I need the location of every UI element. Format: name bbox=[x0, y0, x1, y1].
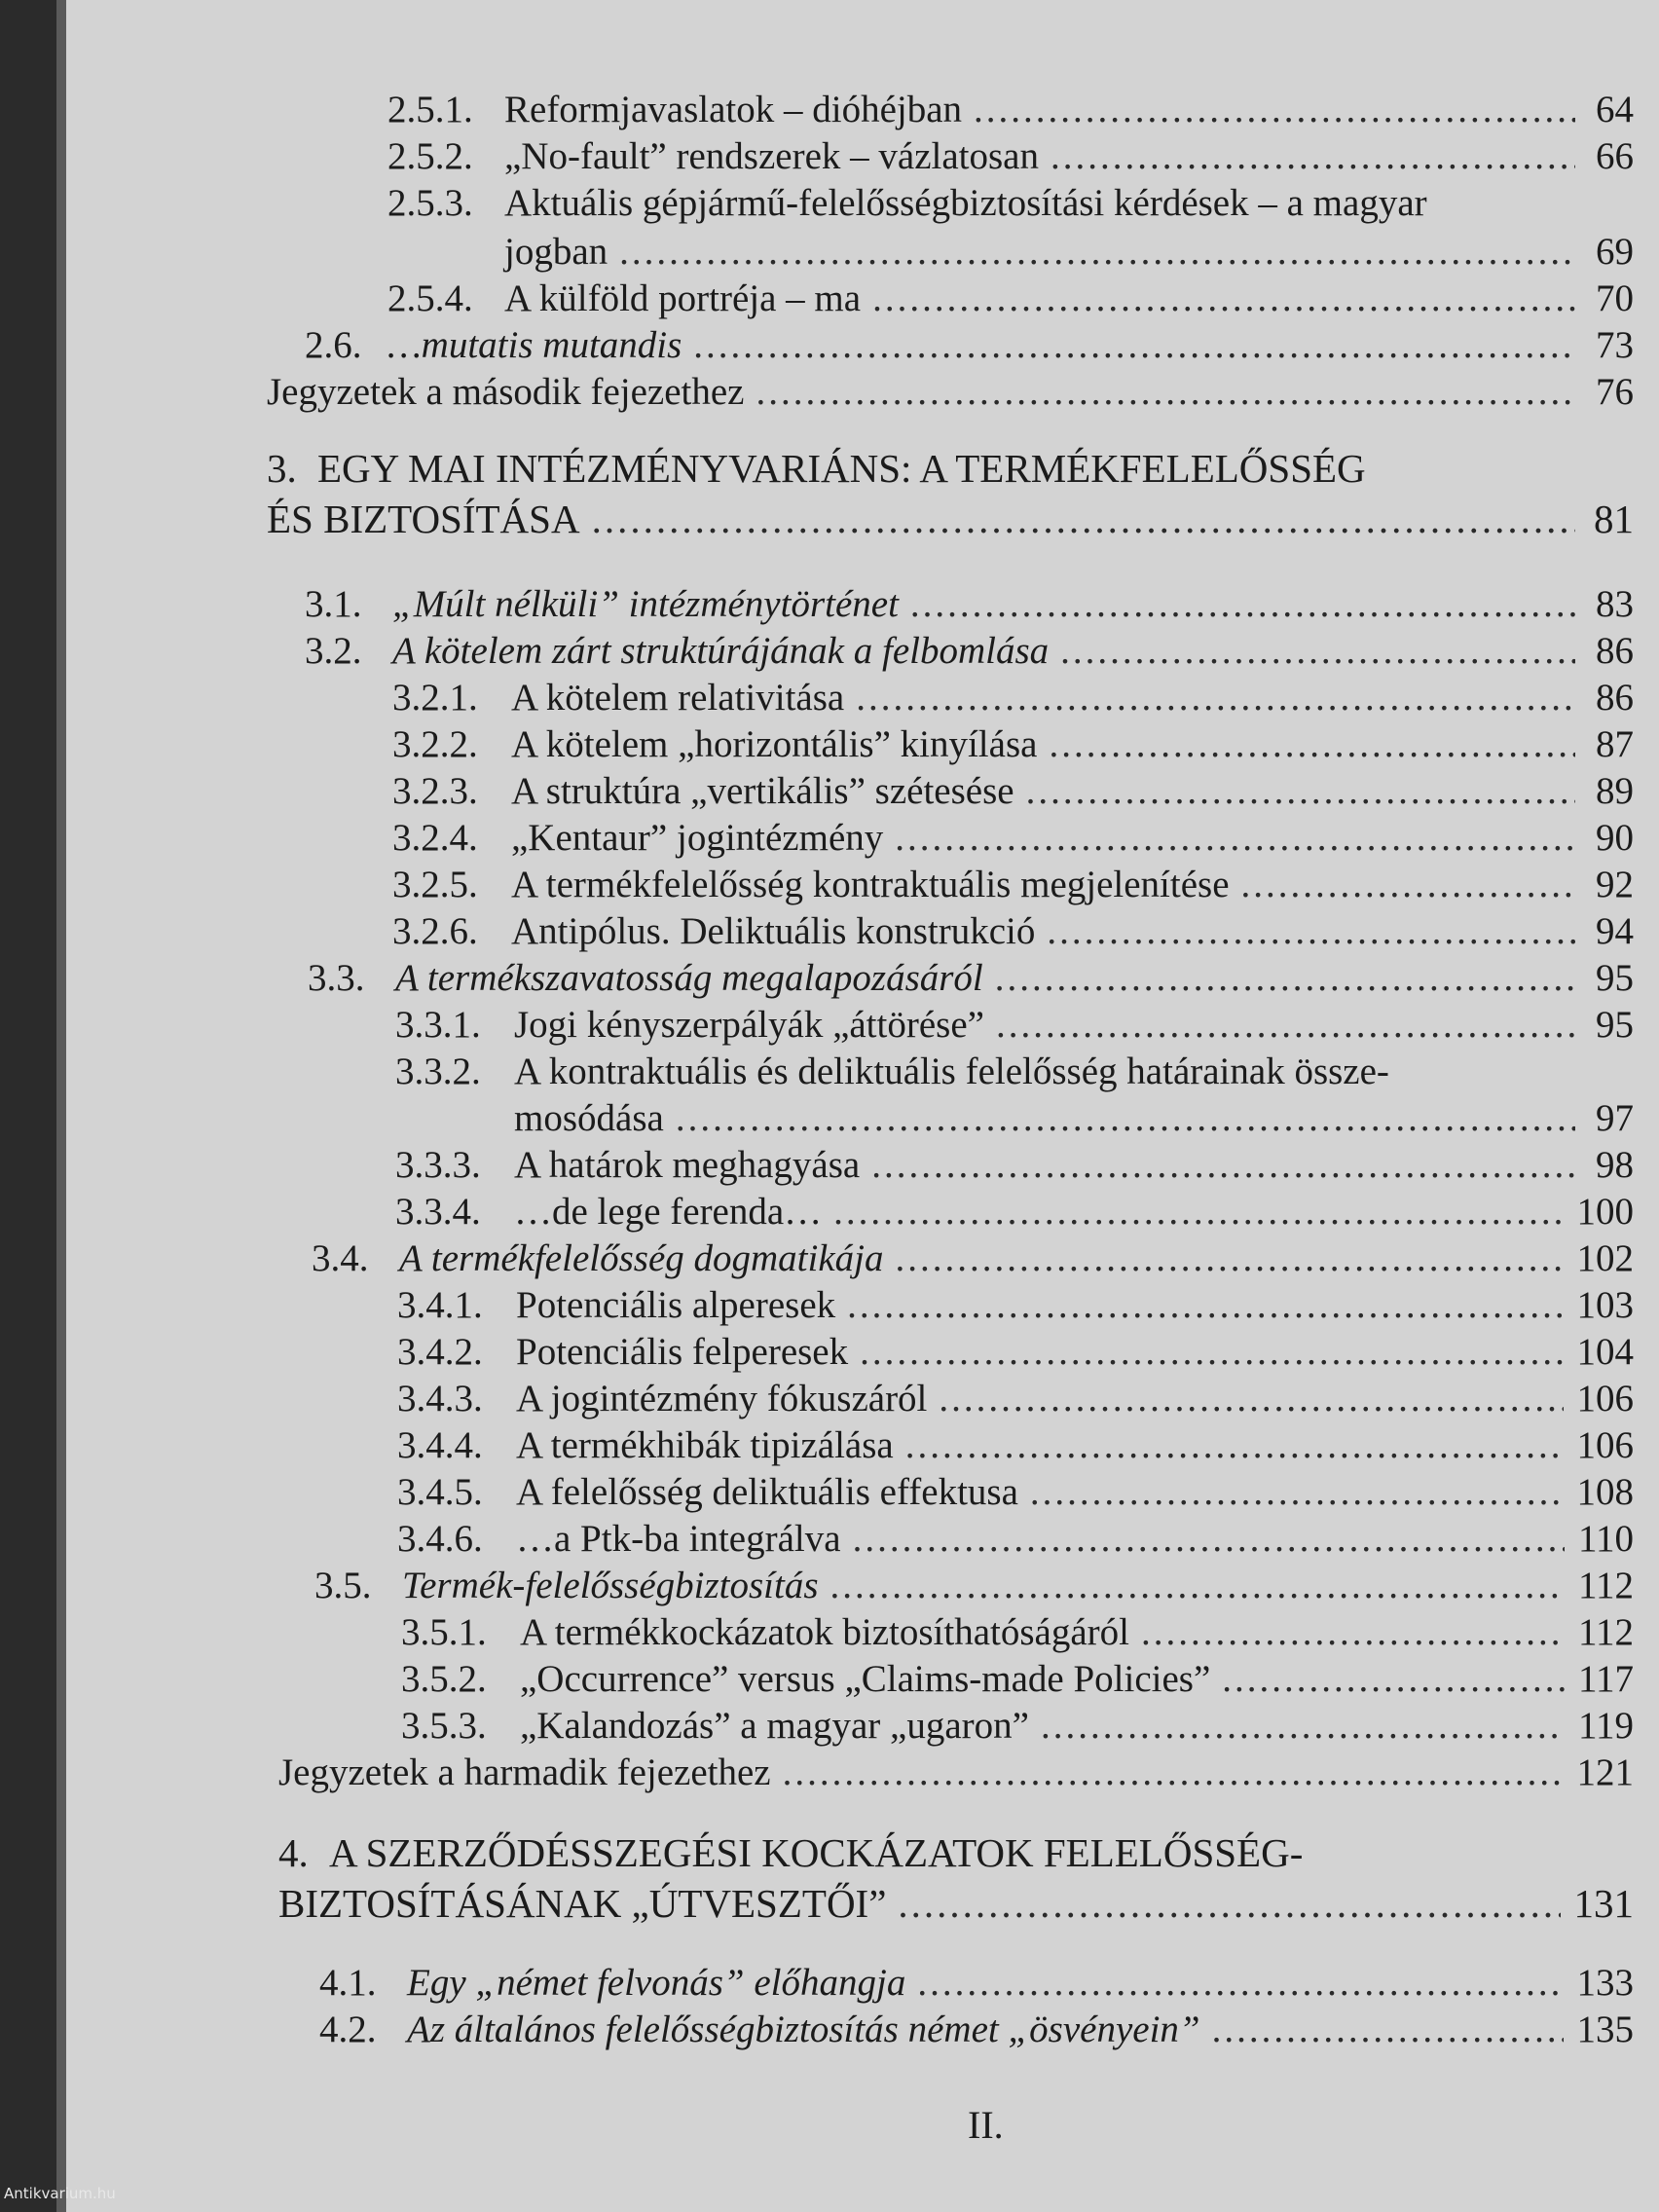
page-edge-shadow bbox=[56, 0, 66, 2212]
toc-leader bbox=[1051, 134, 1575, 179]
toc-number: 3.3.1. bbox=[395, 1004, 481, 1046]
toc-leader bbox=[1041, 1704, 1565, 1749]
toc-page: 95 bbox=[1596, 957, 1634, 999]
toc-number: 3.2.2. bbox=[392, 723, 478, 765]
toc-number: 3.4.2. bbox=[397, 1331, 483, 1373]
toc-page: 70 bbox=[1596, 277, 1634, 319]
toc-title: A termékfelelősség dogmatikája bbox=[399, 1237, 884, 1279]
toc-entry-3-4-6 bbox=[397, 1517, 1634, 1562]
toc-title: A SZERZŐDÉSSZEGÉSI KOCKÁZATOK FELELŐSSÉG- bbox=[329, 1830, 1304, 1875]
toc-number: 3.4.1. bbox=[397, 1284, 483, 1326]
toc-entry-3-2-5 bbox=[392, 863, 1634, 907]
toc-leader bbox=[910, 582, 1575, 627]
toc-page: 102 bbox=[1576, 1237, 1634, 1279]
toc-page: 117 bbox=[1577, 1658, 1634, 1700]
toc-number: 2.5.3. bbox=[387, 182, 473, 224]
toc-number: 2.5.1. bbox=[387, 89, 473, 130]
toc-title: A határok meghagyása bbox=[514, 1144, 861, 1186]
toc-number: 3.3.3. bbox=[395, 1144, 481, 1186]
toc-entry-3-4-3 bbox=[397, 1377, 1634, 1421]
watermark: Antikvarium.hu bbox=[4, 2185, 116, 2202]
toc-entry-3-4-1 bbox=[397, 1283, 1634, 1328]
toc-page: 98 bbox=[1596, 1144, 1634, 1186]
toc-entry-3-3-3 bbox=[395, 1143, 1634, 1188]
toc-number: 3.2.4. bbox=[392, 817, 478, 859]
toc-title: A jogintézmény fókuszáról bbox=[516, 1378, 928, 1419]
toc-number: 3.2.3. bbox=[392, 770, 478, 812]
toc-leader bbox=[1026, 769, 1575, 814]
toc-entry-2-5-1 bbox=[387, 88, 1634, 132]
toc-page: 90 bbox=[1596, 817, 1634, 859]
toc-page: 86 bbox=[1596, 630, 1634, 672]
toc-entry-3-1 bbox=[305, 582, 1634, 627]
toc-title: Jegyzetek a harmadik fejezethez bbox=[278, 1751, 771, 1793]
toc-leader bbox=[974, 88, 1575, 132]
toc-leader bbox=[905, 1423, 1564, 1468]
toc-title: „Kalandozás” a magyar „ugaron” bbox=[520, 1705, 1029, 1747]
toc-entry-3-2 bbox=[305, 629, 1634, 674]
toc-entry-3-5 bbox=[314, 1564, 1634, 1608]
toc-page: 106 bbox=[1576, 1378, 1634, 1419]
toc-leader bbox=[917, 1961, 1563, 2006]
toc-number: 3.4.3. bbox=[397, 1378, 483, 1419]
toc-entry-3-2-3 bbox=[392, 769, 1634, 814]
toc-page: 76 bbox=[1596, 371, 1634, 413]
toc-leader bbox=[830, 1564, 1565, 1608]
toc-title: …mutatis mutandis bbox=[387, 324, 682, 366]
toc-leader bbox=[860, 1330, 1563, 1375]
toc-title: A kötelem „horizontális” kinyílása bbox=[511, 723, 1038, 765]
toc-entry-3-5-3 bbox=[401, 1704, 1634, 1749]
toc-entry-2-5-3-cont bbox=[504, 230, 1634, 275]
toc-page: 135 bbox=[1576, 2009, 1634, 2050]
toc-chapter-4-cont bbox=[278, 1881, 1634, 1926]
toc-number: 3.5.3. bbox=[401, 1705, 487, 1747]
toc-title-continued: jogban bbox=[504, 231, 608, 273]
toc-title: Jogi kényszerpályák „áttörése” bbox=[514, 1004, 984, 1046]
toc-page: 95 bbox=[1596, 1004, 1634, 1046]
toc-title: „No-fault” rendszerek – vázlatosan bbox=[504, 135, 1039, 177]
toc-entry-3-3-2 bbox=[395, 1050, 1634, 1094]
toc-page: 81 bbox=[1594, 497, 1634, 541]
toc-entry-3-3-4 bbox=[395, 1190, 1634, 1235]
toc-leader bbox=[1060, 629, 1575, 674]
toc-entry-3-2-2 bbox=[392, 722, 1634, 767]
toc-number: 3.2.1. bbox=[392, 677, 478, 719]
toc-page: 73 bbox=[1596, 324, 1634, 366]
toc-leader bbox=[1141, 1610, 1565, 1655]
toc-number: 3.3.4. bbox=[395, 1191, 481, 1233]
toc-leader bbox=[898, 1881, 1560, 1926]
toc-page: 133 bbox=[1576, 1962, 1634, 2004]
toc-title: A felelősség deliktuális effektusa bbox=[516, 1471, 1018, 1513]
toc-number: 4.1. bbox=[319, 1962, 377, 2004]
toc-number: 3.2.6. bbox=[392, 910, 478, 952]
toc-page: 131 bbox=[1573, 1881, 1634, 1926]
toc-number: 2.6. bbox=[305, 324, 362, 366]
toc-leader bbox=[1241, 863, 1575, 907]
toc-entry-4-2 bbox=[319, 2008, 1634, 2052]
toc-leader bbox=[1212, 2008, 1564, 2052]
toc-title-continued: mosódása bbox=[514, 1097, 664, 1139]
toc-entry-3-3-2-cont bbox=[514, 1096, 1634, 1141]
toc-title: A struktúra „vertikális” szétesése bbox=[511, 770, 1014, 812]
toc-title: Az általános felelősségbiztosítás német „ösvényein” bbox=[407, 2009, 1200, 2050]
toc-number: 2.5.4. bbox=[387, 277, 473, 319]
toc-number: 3.5.2. bbox=[401, 1658, 487, 1700]
toc-entry-2-5-3 bbox=[387, 181, 1634, 226]
toc-number: 4. bbox=[278, 1830, 309, 1875]
toc-leader bbox=[856, 676, 1575, 720]
toc-entry-2-5-2 bbox=[387, 134, 1634, 179]
toc-entry-3-4-4 bbox=[397, 1423, 1634, 1468]
toc-entry-3-2-6 bbox=[392, 909, 1634, 954]
toc-title: Antipólus. Deliktuális konstrukció bbox=[511, 910, 1036, 952]
toc-title: Termék-felelősségbiztosítás bbox=[402, 1565, 819, 1606]
toc-title: EGY MAI INTÉZMÉNYVARIÁNS: A TERMÉKFELELŐSSÉG bbox=[317, 446, 1366, 491]
toc-page: 86 bbox=[1596, 677, 1634, 719]
toc-page: 110 bbox=[1577, 1518, 1634, 1560]
toc-page: 89 bbox=[1596, 770, 1634, 812]
toc-title: …de lege ferenda… bbox=[514, 1191, 823, 1233]
toc-entry-4-1 bbox=[319, 1961, 1634, 2006]
toc-number: 3.2. bbox=[305, 630, 362, 672]
toc-chapter-3-cont bbox=[267, 497, 1634, 541]
toc-page: 108 bbox=[1576, 1471, 1634, 1513]
toc-number: 4.2. bbox=[319, 2009, 377, 2050]
toc-title: Potenciális felperesek bbox=[516, 1331, 849, 1373]
toc-title: A termékkockázatok biztosíthatóságáról bbox=[520, 1611, 1129, 1653]
toc-page: 69 bbox=[1596, 231, 1634, 273]
toc-leader bbox=[676, 1096, 1575, 1141]
toc-title: …a Ptk-ba integrálva bbox=[516, 1518, 841, 1560]
toc-page: 94 bbox=[1596, 910, 1634, 952]
toc-title: „Múlt nélküli” intézménytörténet bbox=[392, 583, 899, 625]
toc-entry-3-2-4 bbox=[392, 816, 1634, 861]
toc-leader bbox=[996, 1003, 1575, 1048]
toc-page: 97 bbox=[1596, 1097, 1634, 1139]
toc-entry-3-4-5 bbox=[397, 1470, 1634, 1515]
toc-title: Jegyzetek a második fejezethez bbox=[267, 371, 745, 413]
toc-title: A kötelem relativitása bbox=[511, 677, 845, 719]
toc-number: 3.5. bbox=[314, 1565, 372, 1606]
toc-number: 2.5.2. bbox=[387, 135, 473, 177]
toc-entry-3-3-1 bbox=[395, 1003, 1634, 1048]
toc-title: A külföld portréja – ma bbox=[504, 277, 862, 319]
toc-number: 3.3. bbox=[308, 957, 365, 999]
toc-title-continued: ÉS BIZTOSÍTÁSA bbox=[267, 497, 580, 541]
toc-entry-2-6 bbox=[305, 323, 1634, 368]
toc-title: „Kentaur” jogintézmény bbox=[511, 817, 884, 859]
toc-title: Egy „német felvonás” előhangja bbox=[407, 1962, 906, 2004]
toc-entry-3-5-1 bbox=[401, 1610, 1634, 1655]
toc-leader bbox=[783, 1751, 1564, 1795]
toc-title: „Occurrence” versus „Claims-made Policies” bbox=[520, 1658, 1211, 1700]
toc-title: A kontraktuális és deliktuális felelősség határainak össze- bbox=[514, 1051, 1389, 1092]
toc-leader bbox=[756, 370, 1576, 415]
toc-page: 106 bbox=[1576, 1424, 1634, 1466]
toc-page: 104 bbox=[1576, 1331, 1634, 1373]
toc-leader bbox=[853, 1517, 1565, 1562]
toc-entry-3-5-2 bbox=[401, 1657, 1634, 1702]
toc-number: 3.1. bbox=[305, 583, 362, 625]
toc-number: 3.5.1. bbox=[401, 1611, 487, 1653]
toc-number: 3.4.4. bbox=[397, 1424, 483, 1466]
page-number: II. bbox=[968, 2103, 1004, 2147]
toc-entry-3-4 bbox=[312, 1236, 1634, 1281]
toc-title-continued: BIZTOSÍTÁSÁNAK „ÚTVESZTŐI” bbox=[278, 1881, 887, 1926]
toc-title: A termékszavatosság megalapozásáról bbox=[395, 957, 983, 999]
toc-page: 119 bbox=[1577, 1705, 1634, 1747]
toc-entry-notes-ch3 bbox=[278, 1751, 1634, 1795]
toc-leader bbox=[1030, 1470, 1564, 1515]
toc-page: 64 bbox=[1596, 89, 1634, 130]
toc-leader bbox=[995, 956, 1575, 1001]
toc-leader bbox=[847, 1283, 1563, 1328]
toc-title: Potenciális alperesek bbox=[516, 1284, 836, 1326]
toc-number: 3.4.6. bbox=[397, 1518, 483, 1560]
toc-page: 112 bbox=[1577, 1611, 1634, 1653]
toc-entry-3-4-2 bbox=[397, 1330, 1634, 1375]
toc-chapter-4 bbox=[278, 1830, 1634, 1875]
toc-entry-2-5-4 bbox=[387, 276, 1634, 321]
toc-leader bbox=[939, 1377, 1563, 1421]
toc-page: 100 bbox=[1576, 1191, 1634, 1233]
book-page bbox=[56, 0, 1659, 2212]
toc-entry-3-3 bbox=[308, 956, 1634, 1001]
toc-leader bbox=[1047, 909, 1575, 954]
toc-leader bbox=[895, 816, 1575, 861]
toc-number: 3.4. bbox=[312, 1237, 369, 1279]
toc-leader bbox=[1222, 1657, 1565, 1702]
toc-title: A termékfelelősség kontraktuális megjelenítése bbox=[511, 864, 1230, 905]
toc-page: 92 bbox=[1596, 864, 1634, 905]
toc-page: 66 bbox=[1596, 135, 1634, 177]
toc-entry-notes-ch2 bbox=[267, 370, 1634, 415]
toc-leader bbox=[592, 497, 1575, 541]
toc-title: Reformjavaslatok – dióhéjban bbox=[504, 89, 963, 130]
toc-leader bbox=[871, 1143, 1575, 1188]
toc-number: 3. bbox=[267, 446, 297, 491]
toc-title: A kötelem zárt struktúrájának a felbomlása bbox=[392, 630, 1050, 672]
toc-leader bbox=[833, 1190, 1563, 1235]
toc-leader bbox=[872, 276, 1575, 321]
toc-title: Aktuális gépjármű-felelősségbiztosítási kérdések – a magyar bbox=[504, 182, 1427, 224]
toc-page: 83 bbox=[1596, 583, 1634, 625]
toc-number: 3.2.5. bbox=[392, 864, 478, 905]
toc-number: 3.3.2. bbox=[395, 1051, 481, 1092]
toc-title: A termékhibák tipizálása bbox=[516, 1424, 894, 1466]
toc-leader bbox=[619, 230, 1575, 275]
toc-page: 112 bbox=[1577, 1565, 1634, 1606]
toc-chapter-3 bbox=[267, 446, 1634, 491]
toc-page: 121 bbox=[1576, 1751, 1634, 1793]
toc-leader bbox=[896, 1236, 1564, 1281]
toc-leader bbox=[1049, 722, 1575, 767]
toc-entry-3-2-1 bbox=[392, 676, 1634, 720]
toc-leader bbox=[693, 323, 1575, 368]
toc-page: 87 bbox=[1596, 723, 1634, 765]
toc-page: 103 bbox=[1576, 1284, 1634, 1326]
toc-number: 3.4.5. bbox=[397, 1471, 483, 1513]
